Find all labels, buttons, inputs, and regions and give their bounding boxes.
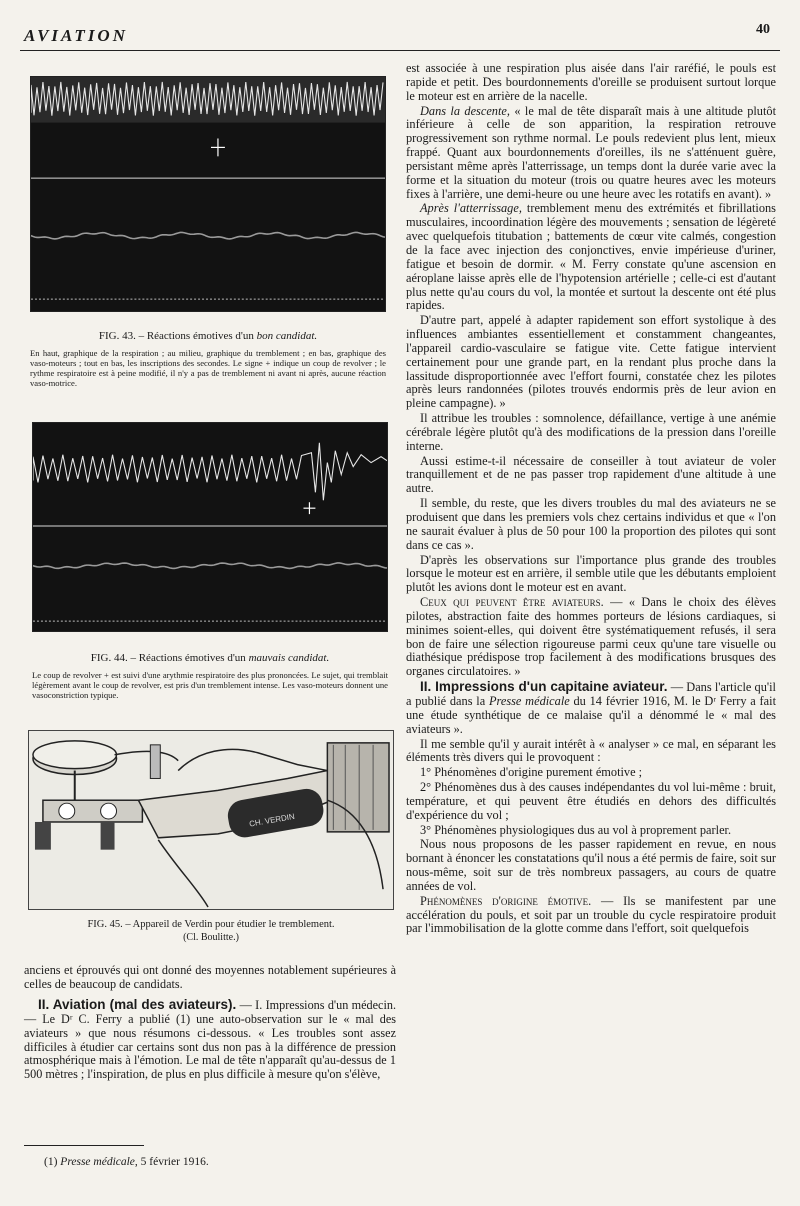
emotive-text: — Ils se manifestent par une accélération du pouls, et soit par un trouble du cycle respiratoire produit par l'immobilisation de la glotte comme dans l'effort, soit quelquefois	[406, 893, 776, 936]
footnote-date: , 5 février 1916.	[134, 1156, 209, 1168]
figure-44-graph	[32, 422, 388, 632]
section-title-capitaine: II. Impressions d'un capitaine aviateur.	[420, 679, 668, 695]
right-column-text	[406, 62, 776, 937]
right-paragraph-1: est associée à une respiration plus aisée dans l'air raréfié, le pouls est rapide et petit. Des bourdonnements d'oreille se produisent surtout lorque le moteur est en arrière de la nacelle.	[406, 61, 776, 103]
verdin-apparatus-drawing	[29, 731, 393, 909]
figure-43-caption	[30, 330, 386, 342]
page-number: 40	[756, 22, 770, 37]
section-subtitle-medecin: — I. Impressions d'un médecin.	[236, 997, 396, 1012]
aviateurs-text: — « Dans le choix des élèves pilotes, abstraction faite des hommes porteurs de lésions cardiaques, si minimes soient-elles, qui doivent être systématiquement refusés, il sera bon de faire une sélection rigoureuse parmi ceux qu'une tare visuelle ou diathésique prédispose trop facilement à des modifications brusques des organes circulatoires. »	[406, 595, 776, 679]
figure-43-caption-italic: bon candidat.	[256, 330, 318, 342]
figure-44-caption-prefix: FIG. 44. – Réactions émotives d'un	[90, 652, 249, 664]
figure-44-traces	[33, 423, 387, 631]
section-body-medecin: — Le Dʳ C. Ferry a publié (1) une auto-observation sur le « mal des aviateurs » que nous résumons ci-dessous. « Les troubles sont assez difficiles à étudier car certains sont dus non pas à la différence de pression atmosphérique mais à l'émotion. Le mal de tête n'apparaît qu'au-dessus de 1 500 mètres ; l'inspiration, de plus en plus difficile à mesure qu'on s'élève,	[24, 1011, 396, 1082]
emotive-heading: Phénomènes d'origine émotive.	[420, 893, 592, 908]
footnote-journal: Presse médicale	[60, 1156, 135, 1168]
left-paragraph-2	[24, 998, 396, 1082]
figure-44-caption	[32, 652, 388, 664]
right-paragraph-13: 2° Phénomènes dus à des causes indépendantes du vol lui-même : bruit, température, et qui peuvent être étudiés en dehors des difficultés d'expérience du vol ;	[406, 780, 776, 822]
right-paragraph-12: 1° Phénomènes d'origine purement émotive ;	[420, 765, 643, 780]
right-paragraph-15: Nous nous proposons de les passer rapidement en revue, en nous bornant à énoncer les constatations qu'il nous a été permis de faire, soit sur nous-même, soit sur de très nombreux passagers, au cours de quatre années de vol.	[406, 837, 776, 893]
figure-43-note: En haut, graphique de la respiration ; au milieu, graphique du tremblement ; en bas, graphique des vaso-moteurs ; tout en bas, les inscriptions des secondes. Le signe + indique un coup de revolver ; le rythme respiratoire est à peine modifié, il n'y a pas de tremblement ni avant ni après, aucune réaction vaso-motrice.	[30, 348, 386, 388]
header-rule	[20, 50, 780, 51]
right-paragraph-9	[406, 596, 776, 679]
capitaine-text-a: — Dans l'article qu'il a publié dans la	[406, 680, 776, 708]
right-paragraph-7: Il semble, du reste, que les divers troubles du mal des aviateurs ne se produisent que dans les premiers vols chez certains individus et que « l'on ne saurait évaluer à plus de 50 pour 100 la proportion des pilotes qui sont dans ce cas ».	[406, 496, 776, 552]
capitaine-journal: Presse médicale	[488, 693, 570, 708]
right-paragraph-5: Il attribue les troubles : somnolence, défaillance, vertige à une anémie cérébrale légère plutôt qu'à des modifications de la pression dans l'oreille interne.	[406, 411, 776, 453]
figure-44-caption-italic: mauvais candidat.	[248, 652, 330, 664]
figure-45-caption-text: FIG. 45. – Appareil de Verdin pour étudier le tremblement.	[87, 919, 335, 930]
right-paragraph-descente	[406, 105, 776, 202]
figure-45-illustration	[28, 730, 394, 910]
figure-45-caption	[28, 918, 394, 944]
descente-text: « le mal de tête disparaît mais à une altitude plutôt inférieure à celle de son apparition, la respiration retrouve progressivement son rythme normal. Le pouls redevient plus lent, mieux frappé. Quant aux bourdonnements d'oreilles, ils ne s'atténuent guère, persistant même après l'atterrissage, un temps dont la durée varie avec la forme et la situation du moteur (trois ou quatre heures avec les moteurs fixes à l'arrière, une demi-heure ou une heure avec les rotatifs en avant). »	[406, 103, 776, 201]
right-paragraph-atterrissage	[406, 202, 776, 313]
device-label: CH. VERDIN	[248, 811, 296, 829]
figure-43-traces	[31, 77, 385, 311]
descente-label: Dans la descente,	[420, 103, 510, 118]
atterrissage-label: Après l'atterrissage,	[420, 201, 522, 216]
figure-43-graph	[30, 76, 386, 312]
footnote	[44, 1156, 209, 1168]
footnote-rule	[24, 1145, 144, 1146]
left-column-text	[24, 964, 396, 1083]
right-paragraph-16	[406, 895, 776, 937]
aviateurs-heading: Ceux qui peuvent être aviateurs.	[420, 595, 604, 610]
left-paragraph-1: anciens et éprouvés qui ont donné des moyennes notablement supérieures à celles de beaucoup de candidats.	[24, 963, 396, 991]
capitaine-text-b: du 14 février 1916, M. le Dʳ Ferry a fait une étude synthétique de ce malaise qu'il a dénommé le « mal des aviateurs ».	[406, 693, 776, 736]
right-paragraph-6: Aussi estime-t-il nécessaire de conseiller à tout aviateur de voler tranquillement et de ne pas passer trop rapidement d'une altitude à une autre.	[406, 453, 776, 496]
right-paragraph-8: D'après les observations sur l'importance plus grande des troubles lorsque le moteur est en arrière, il semble utile que les débutants emploient plutôt les avions dont le moteur est en avant.	[406, 552, 776, 595]
right-paragraph-14: 3° Phénomènes physiologiques dus au vol à proprement parler.	[420, 822, 732, 837]
right-paragraph-4: D'autre part, appelé à adapter rapidement son effort systolique à des influences ambiantes essentiellement et constamment changeantes, l'appareil cardio-vasculaire se fatigue vite. Cette fatigue intervient certainement pour une grande part, en la rendant plus proche dans la lassitude disproportionnée avec l'effort fourni, constatée chez les pilotes après leurs randonnées (pilotes trouvés endormis près de leur avion en pleine campagne). »	[406, 313, 776, 411]
section-title-aviation: II. Aviation (mal des aviateurs).	[38, 996, 237, 1012]
header-title: AVIATION	[24, 26, 128, 45]
right-paragraph-11: Il me semble qu'il y aurait intérêt à « analyser » ce mal, en séparant les éléments très divers qui le provoquent :	[406, 736, 776, 765]
figure-44-note: Le coup de revolver + est suivi d'une arythmie respiratoire des plus prononcées. Le sujet, qui tremblait légèrement avant le coup de revolver, est pris d'un tremblement intense. Les vaso-moteurs donnent une vasoconstriction typique.	[32, 670, 388, 700]
atterrissage-text: tremblement menu des extrémités et fibrillations musculaires, incoordination légère des mouvements ; sensation de légèreté avec quelquefois titubation ; battements de cœur vite calmés, congestion de la face avec injection des conjonctives, envie impérieuse d'uriner, fatigue et besoin de dormir. « M. Ferry constate qu'une ascension en aéroplane laisse après elle de l'hypotension artérielle ; celle-ci est d'autant plus nette qu'au cours du vol, la montée et surtout la descente ont été plus rapides.	[406, 201, 776, 313]
figure-43-caption-prefix: FIG. 43. – Réactions émotives d'un	[98, 330, 257, 342]
footnote-number: (1)	[44, 1156, 61, 1168]
figure-45-credit: (Cl. Boulitte.)	[183, 932, 239, 943]
right-paragraph-10	[406, 680, 776, 736]
